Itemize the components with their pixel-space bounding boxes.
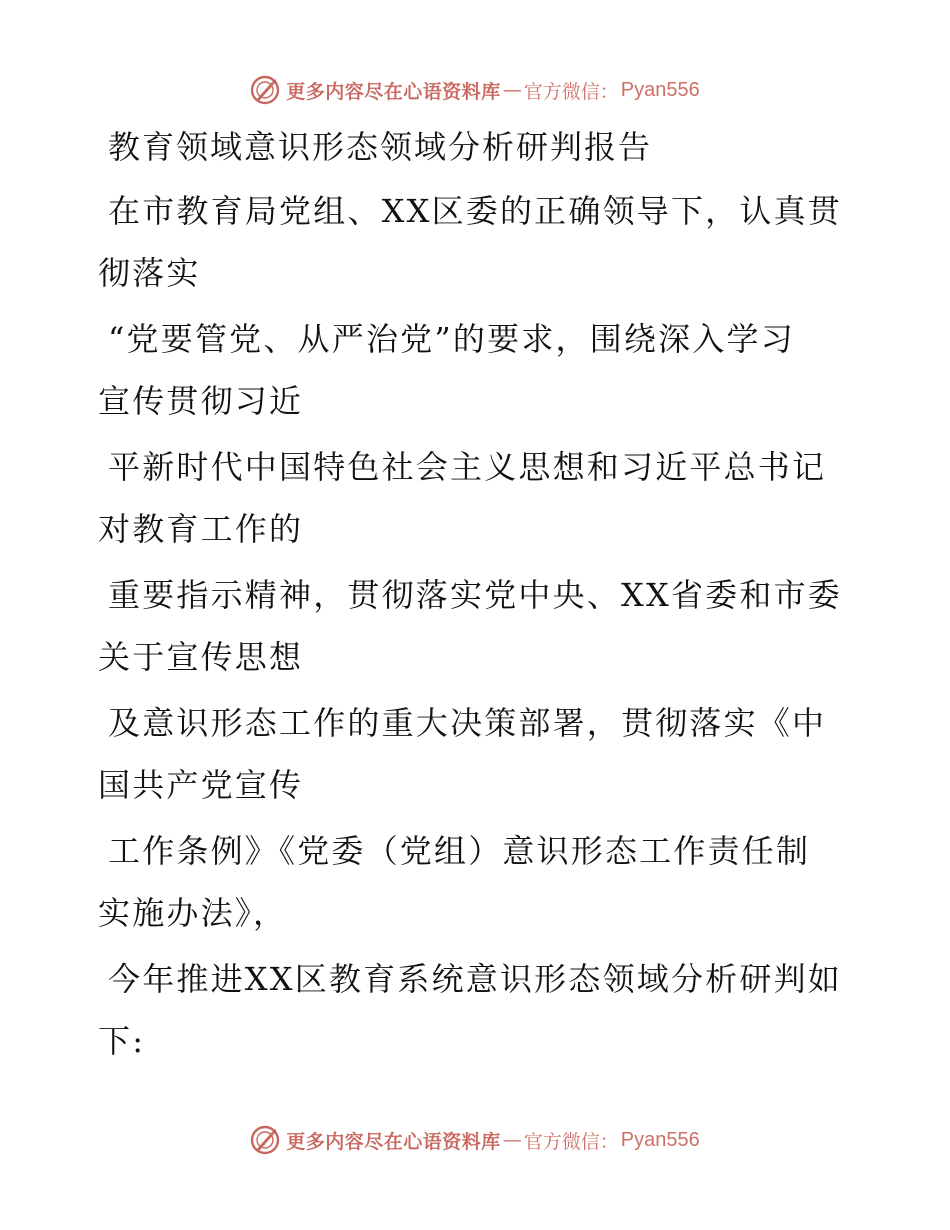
paragraph [98,820,878,944]
header-watermark [0,73,950,107]
quill-pen-circle-icon [250,1125,280,1155]
paragraph-line: “党要管党、从严治党”的要求，围绕深入学习 [108,320,795,358]
paragraph [98,436,878,560]
paragraph-line: 国共产党宣传 [98,766,304,804]
watermark-brand-text: 更多内容尽在心语资料库 [286,1130,501,1153]
footer-watermark [0,1123,950,1157]
watermark-official-label: 官方微信： [523,80,619,103]
paragraph-line: 平新时代中国特色社会主义思想和习近平总书记 [108,448,827,486]
paragraph-line: 宣传贯彻习近 [98,382,304,420]
paragraph-line: 及意识形态工作的重大决策部署，贯彻落实《中 [108,704,827,742]
paragraph-line: 在市教育局党组、XX区委的正确领导下，认真贯 [108,192,842,230]
quill-pen-circle-icon [250,75,280,105]
paragraph-line: 实施办法》， [98,894,288,932]
document-body [98,118,878,1076]
paragraph-line: 关于宣传思想 [98,638,304,676]
document-title: 教育领域意识形态领域分析研判报告 [108,128,653,166]
paragraph [98,948,878,1072]
paragraph [98,564,878,688]
paragraph [98,180,878,304]
paragraph [98,692,878,816]
watermark-wechat-id: Pyan556 [620,1128,700,1151]
paragraph-line: 今年推进XX区教育系统意识形态领域分析研判如 [108,960,842,998]
paragraph [98,308,878,432]
watermark-separator: — [502,79,522,101]
watermark-brand-text: 更多内容尽在心语资料库 [286,80,501,103]
watermark-wechat-id: Pyan556 [620,78,700,101]
watermark-separator: — [502,1129,522,1151]
watermark-official-label: 官方微信： [523,1130,619,1153]
paragraph-line: 重要指示精神，贯彻落实党中央、XX省委和市委 [108,576,842,614]
paragraph-line: 工作条例》《党委（党组）意识形态工作责任制 [108,832,811,870]
paragraph-line: 下: [98,1022,146,1060]
paragraph-line: 彻落实 [98,254,201,292]
paragraph-line: 对教育工作的 [98,510,304,548]
